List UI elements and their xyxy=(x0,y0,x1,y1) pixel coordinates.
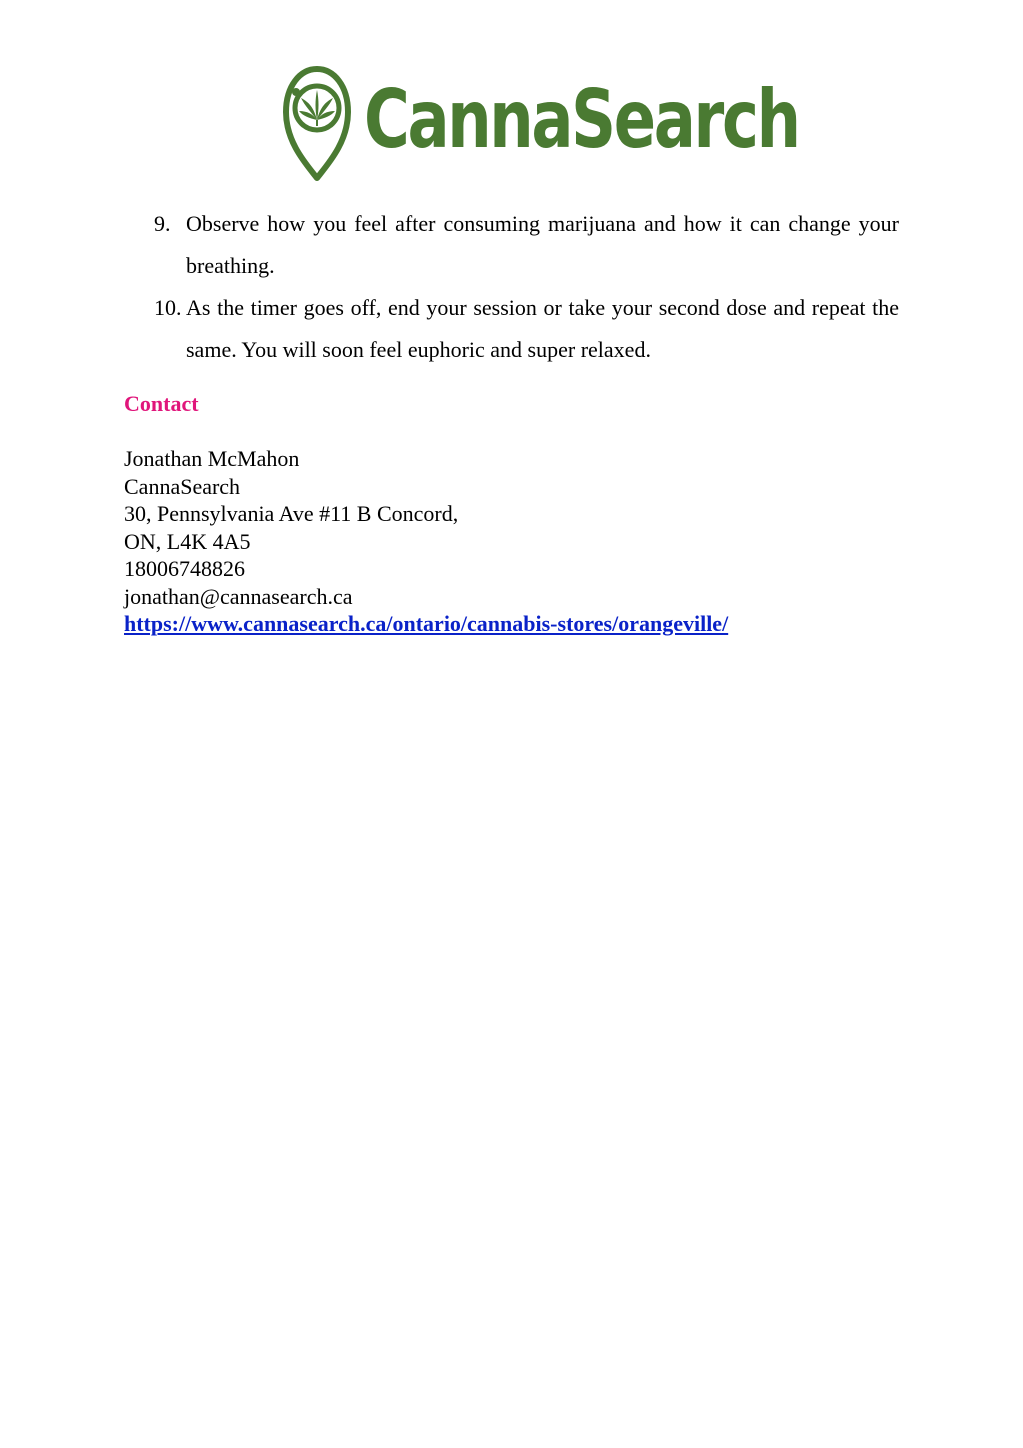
step-text: Observe how you feel after consuming marijuana and how it can change your breathing. xyxy=(186,211,899,278)
step-number: 9. xyxy=(154,211,171,236)
contact-address-line2: ON, L4K 4A5 xyxy=(124,528,251,554)
map-pin-cannabis-leaf-icon xyxy=(280,64,354,182)
contact-address-line1: 30, Pennsylvania Ave #11 B Concord, xyxy=(124,501,459,526)
steps-list xyxy=(124,203,899,371)
step-text: As the timer goes off, end your session or take your second dose and repeat the same. You will soon feel euphoric and super relaxed. xyxy=(186,295,899,362)
contact-name: Jonathan McMahon xyxy=(124,446,300,471)
contact-phone: 18006748826 xyxy=(124,556,245,581)
contact-heading: Contact xyxy=(124,391,199,416)
step-number: 10. xyxy=(154,295,182,320)
list-item xyxy=(124,203,899,287)
list-item xyxy=(124,287,899,371)
contact-email: jonathan@cannasearch.ca xyxy=(124,583,353,609)
contact-company: CannaSearch xyxy=(124,473,241,499)
brand-name: CannaSearch xyxy=(364,73,799,166)
brand-logo xyxy=(280,62,799,184)
contact-block xyxy=(124,445,728,638)
website-link[interactable]: https://www.cannasearch.ca/ontario/cannabis-stores/orangeville/ xyxy=(124,611,729,636)
